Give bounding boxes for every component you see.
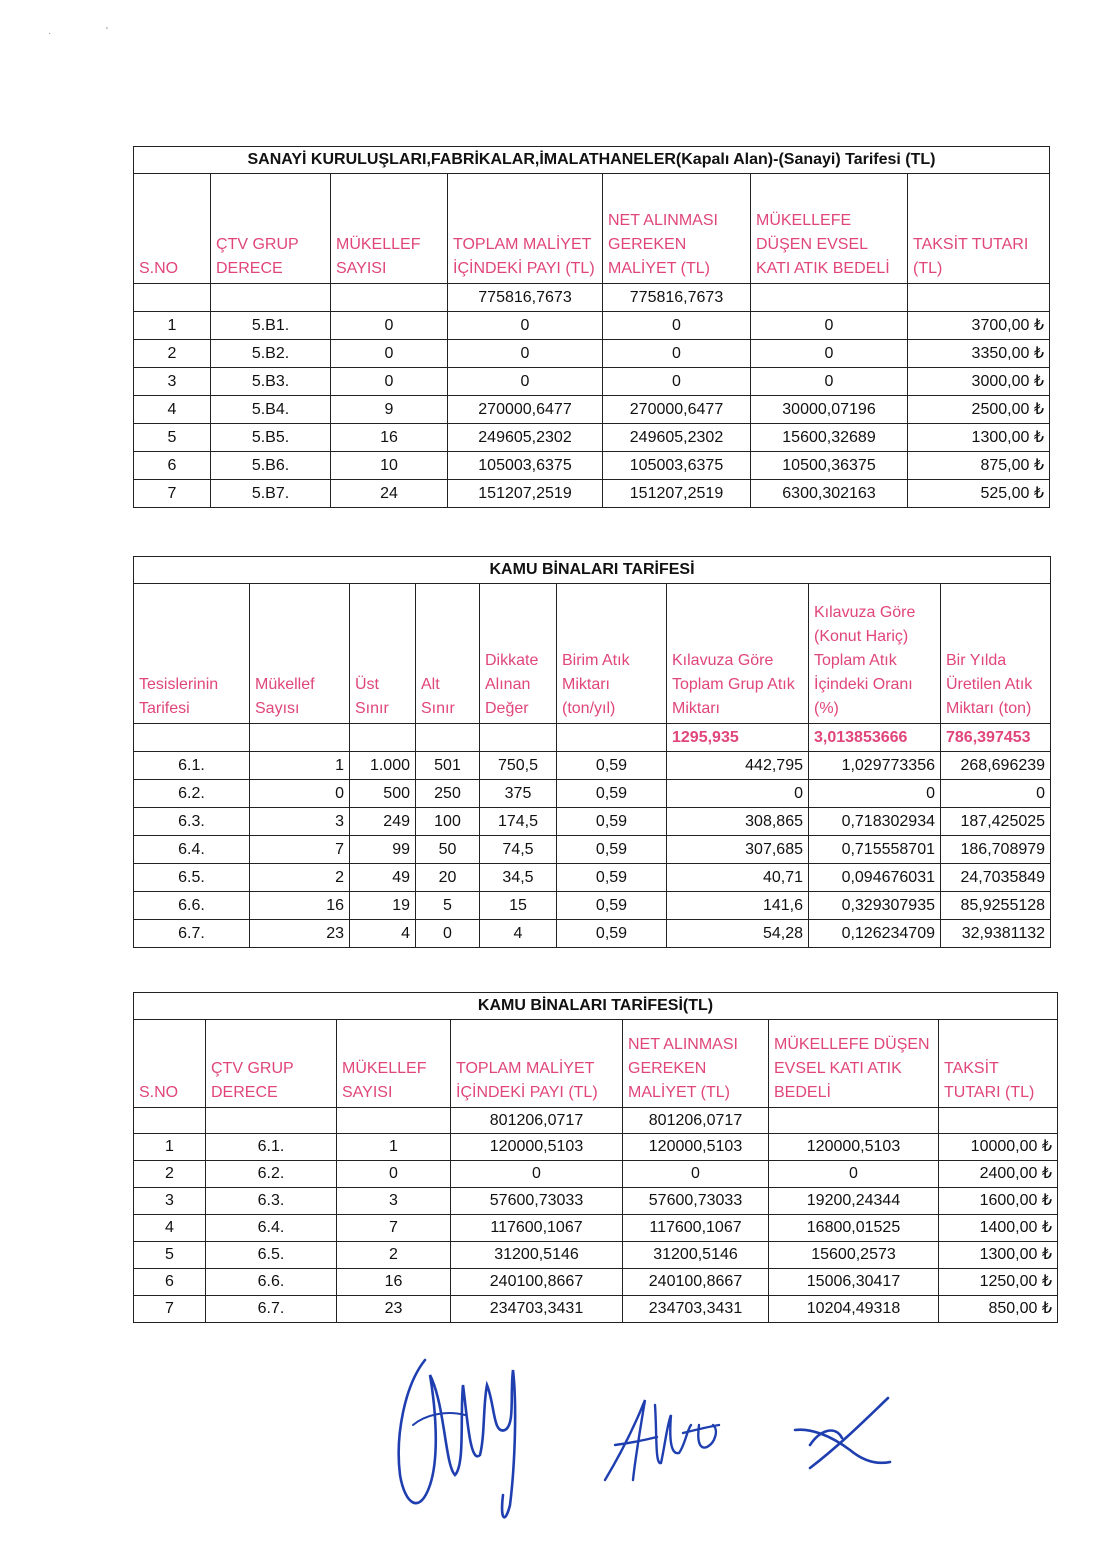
- table-cell: 0: [603, 340, 751, 368]
- table-cell: 32,9381132: [941, 920, 1051, 948]
- table-cell: 0,59: [557, 808, 667, 836]
- table-cell: 19200,24344: [769, 1188, 939, 1215]
- table-cell: 1250,00 ₺: [939, 1269, 1058, 1296]
- column-header: TAKSİT TUTARI (TL): [908, 174, 1050, 284]
- table-cell: 16: [331, 424, 448, 452]
- table-row: [134, 780, 1051, 808]
- table-cell: 6.1.: [206, 1134, 337, 1161]
- total-cell: [769, 1108, 939, 1134]
- table-cell: 1400,00 ₺: [939, 1215, 1058, 1242]
- table-cell: 54,28: [667, 920, 809, 948]
- total-cell: [331, 284, 448, 312]
- total-cell: [134, 1108, 206, 1134]
- table-cell: 308,865: [667, 808, 809, 836]
- signature-3: [790, 1390, 900, 1480]
- table-totals-row: [134, 1108, 1058, 1134]
- table-cell: 100: [416, 808, 480, 836]
- signature-1: [385, 1345, 555, 1535]
- table-cell: 750,5: [480, 752, 557, 780]
- table-cell: 31200,5146: [623, 1242, 769, 1269]
- signature-2: [595, 1385, 745, 1495]
- total-cell: 1295,935: [667, 724, 809, 752]
- table-title: KAMU BİNALARI TARİFESİ(TL): [134, 993, 1058, 1020]
- table-cell: 105003,6375: [448, 452, 603, 480]
- table-cell: 23: [337, 1296, 451, 1323]
- table-cell: 187,425025: [941, 808, 1051, 836]
- table-cell: 850,00 ₺: [939, 1296, 1058, 1323]
- table-cell: 15: [480, 892, 557, 920]
- table-cell: 74,5: [480, 836, 557, 864]
- table-cell: 141,6: [667, 892, 809, 920]
- table-totals-row: [134, 284, 1050, 312]
- total-cell: [908, 284, 1050, 312]
- table-row: [134, 920, 1051, 948]
- table-cell: 0: [337, 1161, 451, 1188]
- table-cell: 0,59: [557, 780, 667, 808]
- table-row: [134, 480, 1050, 508]
- column-header: ÇTV GRUP DERECE: [206, 1020, 337, 1108]
- table-cell: 9: [331, 396, 448, 424]
- column-header: Alt Sınır: [416, 584, 480, 724]
- table-cell: 117600,1067: [623, 1215, 769, 1242]
- table-cell: 174,5: [480, 808, 557, 836]
- table-cell: 120000,5103: [769, 1134, 939, 1161]
- table-cell: 151207,2519: [448, 480, 603, 508]
- column-header: MÜKELLEF SAYISI: [331, 174, 448, 284]
- table-cell: 0: [769, 1161, 939, 1188]
- table-row: [134, 340, 1050, 368]
- table-row: [134, 1161, 1058, 1188]
- table-cell: 1,029773356: [809, 752, 941, 780]
- total-cell: [337, 1108, 451, 1134]
- column-header: S.NO: [134, 1020, 206, 1108]
- total-cell: [350, 724, 416, 752]
- table-cell: 4: [480, 920, 557, 948]
- table-cell: 0,715558701: [809, 836, 941, 864]
- table-cell: 1.000: [350, 752, 416, 780]
- table-cell: 6: [134, 452, 211, 480]
- total-cell: 801206,0717: [451, 1108, 623, 1134]
- column-header: Bir Yılda Üretilen Atık Miktarı (ton): [941, 584, 1051, 724]
- table-cell: 10500,36375: [751, 452, 908, 480]
- table-cell: 240100,8667: [623, 1269, 769, 1296]
- table-cell: 442,795: [667, 752, 809, 780]
- table-cell: 5: [416, 892, 480, 920]
- table-cell: 6.7.: [206, 1296, 337, 1323]
- table-cell: 3: [250, 808, 350, 836]
- kamu-binalari-waste-table: [133, 556, 1051, 948]
- table-cell: 6.5.: [206, 1242, 337, 1269]
- table-cell: 0,59: [557, 752, 667, 780]
- table-row: [134, 864, 1051, 892]
- table-cell: 5.B4.: [211, 396, 331, 424]
- table-row: [134, 452, 1050, 480]
- table-cell: 186,708979: [941, 836, 1051, 864]
- table-cell: 3700,00 ₺: [908, 312, 1050, 340]
- table-cell: 5.B3.: [211, 368, 331, 396]
- table-cell: 2: [134, 1161, 206, 1188]
- table-cell: 0: [448, 312, 603, 340]
- table-cell: 0: [448, 340, 603, 368]
- table-cell: 7: [134, 1296, 206, 1323]
- table-row: [134, 1269, 1058, 1296]
- table-cell: 0,718302934: [809, 808, 941, 836]
- table-cell: 120000,5103: [623, 1134, 769, 1161]
- table-cell: 6300,302163: [751, 480, 908, 508]
- table-cell: 23: [250, 920, 350, 948]
- table-cell: 4: [134, 1215, 206, 1242]
- total-cell: 775816,7673: [603, 284, 751, 312]
- table-cell: 6.7.: [134, 920, 250, 948]
- table-cell: 151207,2519: [603, 480, 751, 508]
- table-cell: 2500,00 ₺: [908, 396, 1050, 424]
- table-cell: 24: [331, 480, 448, 508]
- table-cell: 234703,3431: [451, 1296, 623, 1323]
- table-cell: 4: [134, 396, 211, 424]
- total-cell: 801206,0717: [623, 1108, 769, 1134]
- table-cell: 5.B7.: [211, 480, 331, 508]
- table-header-row: [134, 584, 1051, 724]
- table-header-row: [134, 1020, 1058, 1108]
- sanayi-tariff-table: [133, 146, 1050, 508]
- table-cell: 20: [416, 864, 480, 892]
- table-cell: 2: [134, 340, 211, 368]
- table-cell: 6.6.: [206, 1269, 337, 1296]
- table-cell: 0,59: [557, 836, 667, 864]
- table-row: [134, 312, 1050, 340]
- table-cell: 7: [337, 1215, 451, 1242]
- table-cell: 501: [416, 752, 480, 780]
- table-cell: 234703,3431: [623, 1296, 769, 1323]
- table-cell: 375: [480, 780, 557, 808]
- total-cell: 786,397453: [941, 724, 1051, 752]
- scan-speck: ·: [48, 28, 52, 39]
- table-cell: 268,696239: [941, 752, 1051, 780]
- table-cell: 7: [134, 480, 211, 508]
- column-header: NET ALINMASI GEREKEN MALİYET (TL): [603, 174, 751, 284]
- table-row: [134, 892, 1051, 920]
- table-cell: 0,59: [557, 892, 667, 920]
- table-cell: 6.1.: [134, 752, 250, 780]
- table-cell: 0: [623, 1161, 769, 1188]
- total-cell: 775816,7673: [448, 284, 603, 312]
- table-cell: 240100,8667: [451, 1269, 623, 1296]
- table-cell: 3000,00 ₺: [908, 368, 1050, 396]
- table-title: KAMU BİNALARI TARİFESİ: [134, 557, 1051, 584]
- total-cell: [939, 1108, 1058, 1134]
- table-cell: 249605,2302: [448, 424, 603, 452]
- table-totals-row: [134, 724, 1051, 752]
- table-cell: 3350,00 ₺: [908, 340, 1050, 368]
- table-cell: 0: [331, 368, 448, 396]
- table-cell: 1600,00 ₺: [939, 1188, 1058, 1215]
- total-cell: 3,013853666: [809, 724, 941, 752]
- table-cell: 3: [337, 1188, 451, 1215]
- table-cell: 3: [134, 368, 211, 396]
- table-cell: 0: [331, 340, 448, 368]
- table-cell: 2400,00 ₺: [939, 1161, 1058, 1188]
- table-cell: 57600,73033: [451, 1188, 623, 1215]
- total-cell: [134, 284, 211, 312]
- table-cell: 0,329307935: [809, 892, 941, 920]
- table-cell: 5.B2.: [211, 340, 331, 368]
- table-row: [134, 808, 1051, 836]
- table-cell: 875,00 ₺: [908, 452, 1050, 480]
- table-cell: 0,59: [557, 864, 667, 892]
- total-cell: [751, 284, 908, 312]
- table-cell: 24,7035849: [941, 864, 1051, 892]
- column-header: TAKSİT TUTARI (TL): [939, 1020, 1058, 1108]
- table-cell: 6.2.: [134, 780, 250, 808]
- table-cell: 500: [350, 780, 416, 808]
- table-cell: 0: [603, 368, 751, 396]
- column-header: Üst Sınır: [350, 584, 416, 724]
- column-header: Birim Atık Miktarı (ton/yıl): [557, 584, 667, 724]
- table-row: [134, 836, 1051, 864]
- table-cell: 10204,49318: [769, 1296, 939, 1323]
- table-cell: 10000,00 ₺: [939, 1134, 1058, 1161]
- table-cell: 19: [350, 892, 416, 920]
- table-cell: 15600,32689: [751, 424, 908, 452]
- table-cell: 16: [337, 1269, 451, 1296]
- table-cell: 525,00 ₺: [908, 480, 1050, 508]
- table-cell: 1: [250, 752, 350, 780]
- total-cell: [250, 724, 350, 752]
- column-header: MÜKELLEFE DÜŞEN EVSEL KATI ATIK BEDELİ: [769, 1020, 939, 1108]
- column-header: Mükellef Sayısı: [250, 584, 350, 724]
- table-title: SANAYİ KURULUŞLARI,FABRİKALAR,İMALATHANELER(Kapalı Alan)-(Sanayi) Tarifesi (TL): [134, 147, 1050, 174]
- table-cell: 0: [809, 780, 941, 808]
- table-cell: 117600,1067: [451, 1215, 623, 1242]
- table-cell: 15600,2573: [769, 1242, 939, 1269]
- table-row: [134, 368, 1050, 396]
- table-cell: 6.2.: [206, 1161, 337, 1188]
- table-cell: 10: [331, 452, 448, 480]
- table-cell: 6.3.: [206, 1188, 337, 1215]
- table-cell: 0: [448, 368, 603, 396]
- table-cell: 5: [134, 1242, 206, 1269]
- table-cell: 15006,30417: [769, 1269, 939, 1296]
- total-cell: [480, 724, 557, 752]
- table-cell: 270000,6477: [603, 396, 751, 424]
- total-cell: [416, 724, 480, 752]
- table-cell: 0: [751, 368, 908, 396]
- table-cell: 1300,00 ₺: [939, 1242, 1058, 1269]
- table-cell: 5: [134, 424, 211, 452]
- table-cell: 270000,6477: [448, 396, 603, 424]
- table-cell: 40,71: [667, 864, 809, 892]
- table-cell: 2: [250, 864, 350, 892]
- table-cell: 1300,00 ₺: [908, 424, 1050, 452]
- total-cell: [134, 724, 250, 752]
- table-cell: 0,59: [557, 920, 667, 948]
- table-cell: 5.B1.: [211, 312, 331, 340]
- total-cell: [206, 1108, 337, 1134]
- table-cell: 5.B6.: [211, 452, 331, 480]
- table-cell: 4: [350, 920, 416, 948]
- scan-speck: ': [106, 26, 108, 37]
- table-row: [134, 752, 1051, 780]
- table-cell: 57600,73033: [623, 1188, 769, 1215]
- column-header: MÜKELLEF SAYISI: [337, 1020, 451, 1108]
- table-cell: 85,9255128: [941, 892, 1051, 920]
- table-cell: 7: [250, 836, 350, 864]
- table-cell: 0: [250, 780, 350, 808]
- table-cell: 6.6.: [134, 892, 250, 920]
- table-header-row: [134, 174, 1050, 284]
- table-cell: 249605,2302: [603, 424, 751, 452]
- column-header: Tesislerinin Tarifesi: [134, 584, 250, 724]
- column-header: Dikkate Alınan Değer: [480, 584, 557, 724]
- table-row: [134, 1215, 1058, 1242]
- table-row: [134, 424, 1050, 452]
- table-cell: 16: [250, 892, 350, 920]
- table-cell: 0: [603, 312, 751, 340]
- table-cell: 30000,07196: [751, 396, 908, 424]
- table-cell: 0,094676031: [809, 864, 941, 892]
- column-header: TOPLAM MALİYET İÇİNDEKİ PAYI (TL): [448, 174, 603, 284]
- table-row: [134, 396, 1050, 424]
- table-cell: 99: [350, 836, 416, 864]
- table-cell: 6: [134, 1269, 206, 1296]
- table-cell: 50: [416, 836, 480, 864]
- table-cell: 5.B5.: [211, 424, 331, 452]
- column-header: NET ALINMASI GEREKEN MALİYET (TL): [623, 1020, 769, 1108]
- column-header: S.NO: [134, 174, 211, 284]
- kamu-binalari-tl-table: [133, 992, 1058, 1323]
- table-cell: 105003,6375: [603, 452, 751, 480]
- table-cell: 0: [751, 312, 908, 340]
- total-cell: [211, 284, 331, 312]
- table-cell: 6.5.: [134, 864, 250, 892]
- table-cell: 6.3.: [134, 808, 250, 836]
- table-cell: 3: [134, 1188, 206, 1215]
- table-cell: 0: [941, 780, 1051, 808]
- table-cell: 31200,5146: [451, 1242, 623, 1269]
- table-cell: 249: [350, 808, 416, 836]
- table-cell: 0: [451, 1161, 623, 1188]
- table-cell: 120000,5103: [451, 1134, 623, 1161]
- table-row: [134, 1188, 1058, 1215]
- table-cell: 0,126234709: [809, 920, 941, 948]
- column-header: ÇTV GRUP DERECE: [211, 174, 331, 284]
- table-cell: 34,5: [480, 864, 557, 892]
- table-cell: 1: [134, 312, 211, 340]
- table-cell: 16800,01525: [769, 1215, 939, 1242]
- table-cell: 0: [751, 340, 908, 368]
- table-cell: 6.4.: [206, 1215, 337, 1242]
- table-cell: 0: [331, 312, 448, 340]
- table-cell: 2: [337, 1242, 451, 1269]
- column-header: MÜKELLEFE DÜŞEN EVSEL KATI ATIK BEDELİ: [751, 174, 908, 284]
- table-cell: 1: [337, 1134, 451, 1161]
- table-row: [134, 1296, 1058, 1323]
- column-header: Kılavuza Göre (Konut Hariç) Toplam Atık İçindeki Oranı (%): [809, 584, 941, 724]
- table-row: [134, 1242, 1058, 1269]
- column-header: TOPLAM MALİYET İÇİNDEKİ PAYI (TL): [451, 1020, 623, 1108]
- table-cell: 6.4.: [134, 836, 250, 864]
- table-row: [134, 1134, 1058, 1161]
- table-cell: 0: [416, 920, 480, 948]
- table-cell: 1: [134, 1134, 206, 1161]
- column-header: Kılavuza Göre Toplam Grup Atık Miktarı: [667, 584, 809, 724]
- total-cell: [557, 724, 667, 752]
- table-cell: 49: [350, 864, 416, 892]
- table-cell: 250: [416, 780, 480, 808]
- table-cell: 0: [667, 780, 809, 808]
- table-cell: 307,685: [667, 836, 809, 864]
